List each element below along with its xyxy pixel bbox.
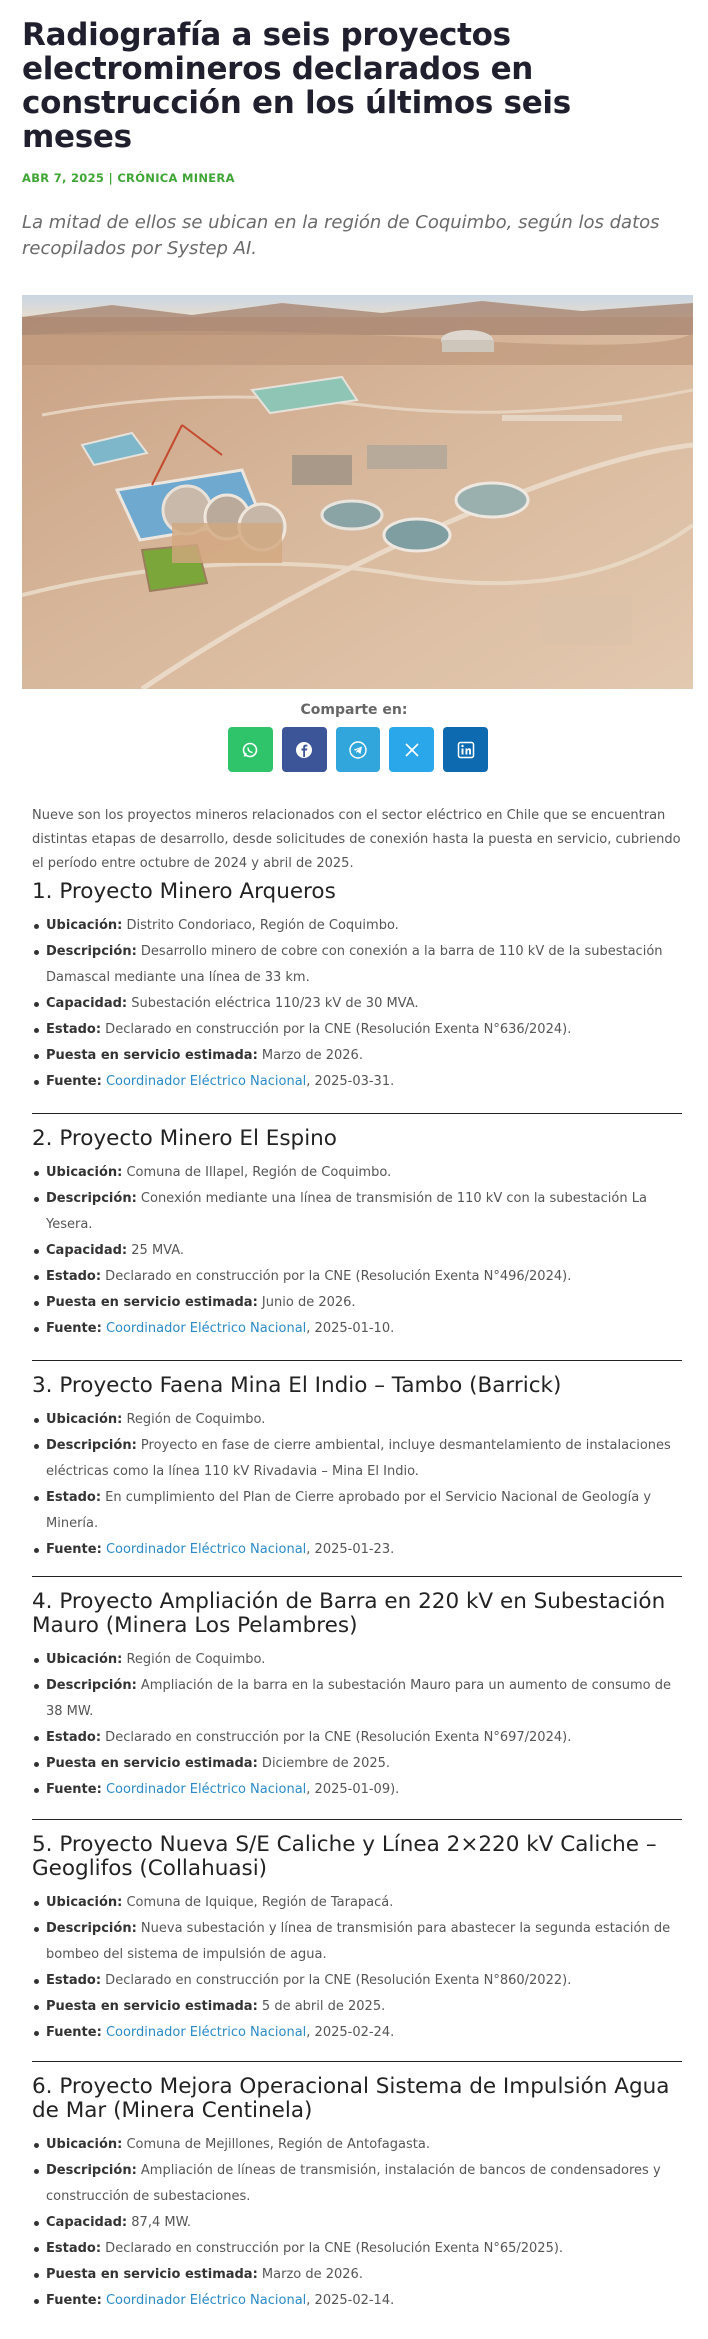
project-heading: 2. Proyecto Minero El Espino xyxy=(32,1126,337,1151)
detail-text: Marzo de 2026. xyxy=(257,1048,363,1063)
project-heading: 5. Proyecto Nueva S/E Caliche y Línea 2×220 kV Caliche – Geoglifos (Collahuasi) xyxy=(32,1832,657,1881)
project-detail-item xyxy=(32,1916,682,1968)
article-meta[interactable]: ABR 7, 2025 | CRÓNICA MINERA xyxy=(22,171,235,185)
detail-text: En cumplimiento del Plan de Cierre aprobado por el Servicio Nacional de Geología y Minería. xyxy=(46,1490,652,1531)
source-link[interactable]: Coordinador Eléctrico Nacional xyxy=(105,2293,307,2308)
project-details-list xyxy=(32,1890,682,2046)
project-section xyxy=(32,2075,682,2314)
project-detail-item xyxy=(32,2262,682,2288)
project-section xyxy=(32,1833,682,2046)
detail-label: Puesta en servicio estimada: xyxy=(46,1999,258,2014)
project-detail-item xyxy=(32,1994,682,2020)
project-heading: 4. Proyecto Ampliación de Barra en 220 kV en Subestación Mauro (Minera Los Pelambres) xyxy=(32,1589,666,1638)
detail-text: Marzo de 2026. xyxy=(257,2267,363,2282)
detail-label: Fuente: xyxy=(46,2293,102,2308)
project-heading: 1. Proyecto Minero Arqueros xyxy=(32,879,336,904)
share-telegram-button[interactable] xyxy=(336,727,381,772)
source-link[interactable]: Coordinador Eléctrico Nacional xyxy=(105,1542,307,1557)
project-detail-item xyxy=(32,939,682,991)
detail-text: , 2025-01-23. xyxy=(306,1542,395,1557)
project-details-list xyxy=(32,1160,682,1342)
project-section xyxy=(32,1590,682,1803)
project-details-list xyxy=(32,2132,682,2314)
project-details-list xyxy=(32,1407,682,1563)
detail-text: Declarado en construcción por la CNE (Resolución Exenta N°697/2024). xyxy=(101,1730,572,1745)
project-detail-item xyxy=(32,2288,682,2314)
project-detail-item xyxy=(32,1316,682,1342)
detail-label: Puesta en servicio estimada: xyxy=(46,1756,258,1771)
detail-label: Capacidad: xyxy=(46,2215,128,2230)
x-icon xyxy=(403,741,421,759)
source-link[interactable]: Coordinador Eléctrico Nacional xyxy=(105,1074,307,1089)
telegram-icon xyxy=(349,741,367,759)
share-label: Comparte en: xyxy=(300,702,408,718)
detail-text: Comuna de Mejillones, Región de Antofagasta. xyxy=(122,2137,430,2152)
whatsapp-icon xyxy=(241,741,259,759)
detail-label: Descripción: xyxy=(46,1438,137,1453)
share-linkedin-button[interactable] xyxy=(443,727,488,772)
detail-text: , 2025-02-14. xyxy=(306,2293,395,2308)
project-heading: 3. Proyecto Faena Mina El Indio – Tambo (Barrick) xyxy=(32,1373,562,1398)
detail-text: 5 de abril de 2025. xyxy=(257,1999,386,2014)
detail-text: Región de Coquimbo. xyxy=(122,1652,266,1667)
detail-label: Fuente: xyxy=(46,1321,102,1336)
detail-label: Puesta en servicio estimada: xyxy=(46,1295,258,1310)
project-detail-item xyxy=(32,1017,682,1043)
detail-label: Fuente: xyxy=(46,1074,102,1089)
project-detail-item xyxy=(32,1485,682,1537)
detail-text: Declarado en construcción por la CNE (Resolución Exenta N°65/2025). xyxy=(101,2241,564,2256)
detail-text: Conexión mediante una línea de transmisión de 110 kV con la subestación La Yesera. xyxy=(46,1191,647,1232)
detail-label: Descripción: xyxy=(46,1191,137,1206)
project-section xyxy=(32,1374,682,1563)
project-detail-item xyxy=(32,2210,682,2236)
share-whatsapp-button[interactable] xyxy=(228,727,273,772)
detail-text: , 2025-02-24. xyxy=(306,2025,395,2040)
detail-text: Distrito Condoriaco, Región de Coquimbo. xyxy=(122,918,399,933)
detail-label: Descripción: xyxy=(46,1921,137,1936)
detail-text: Nueva subestación y línea de transmisión para abastecer la segunda estación de bombeo del sistema de impulsión de agua. xyxy=(46,1921,671,1962)
project-details-list xyxy=(32,1647,682,1803)
detail-label: Descripción: xyxy=(46,944,137,959)
project-detail-item xyxy=(32,2158,682,2210)
project-section xyxy=(32,1127,682,1342)
detail-label: Estado: xyxy=(46,1973,102,1988)
section-divider xyxy=(32,1576,682,1577)
project-detail-item xyxy=(32,1069,682,1095)
section-divider xyxy=(32,1819,682,1820)
project-detail-item xyxy=(32,1186,682,1238)
detail-label: Ubicación: xyxy=(46,1895,123,1910)
detail-label: Descripción: xyxy=(46,1678,137,1693)
detail-label: Estado: xyxy=(46,1022,102,1037)
project-detail-item xyxy=(32,1433,682,1485)
project-details-list xyxy=(32,913,682,1095)
project-detail-item xyxy=(32,2020,682,2046)
detail-label: Estado: xyxy=(46,1730,102,1745)
detail-text: Declarado en construcción por la CNE (Resolución Exenta N°496/2024). xyxy=(101,1269,572,1284)
share-x-button[interactable] xyxy=(389,727,434,772)
linkedin-icon xyxy=(457,741,475,759)
project-detail-item xyxy=(32,913,682,939)
detail-label: Descripción: xyxy=(46,2163,137,2178)
detail-text: Comuna de Illapel, Región de Coquimbo. xyxy=(122,1165,392,1180)
section-divider xyxy=(32,1113,682,1114)
detail-text: Desarrollo minero de cobre con conexión a la barra de 110 kV de la subestación Damascal mediante una línea de 33 km. xyxy=(46,944,663,985)
project-detail-item xyxy=(32,1290,682,1316)
detail-label: Puesta en servicio estimada: xyxy=(46,1048,258,1063)
detail-text: , 2025-01-09). xyxy=(306,1782,400,1797)
project-detail-item xyxy=(32,1537,682,1563)
detail-label: Estado: xyxy=(46,2241,102,2256)
project-detail-item xyxy=(32,1777,682,1803)
detail-label: Ubicación: xyxy=(46,1652,123,1667)
detail-label: Ubicación: xyxy=(46,2137,123,2152)
detail-text: Ampliación de la barra en la subestación Mauro para un aumento de consumo de 38 MW. xyxy=(46,1678,671,1719)
detail-text: Declarado en construcción por la CNE (Resolución Exenta N°860/2022). xyxy=(101,1973,572,1988)
detail-label: Ubicación: xyxy=(46,1412,123,1427)
article-intro: Nueve son los proyectos mineros relacionados con el sector eléctrico en Chile que se encuentran distintas etapas de desarrollo, desde solicitudes de conexión hasta la puesta en servicio, cubriendo el período entre octubre de 2024 y abril de 2025. xyxy=(32,808,681,871)
hero-image xyxy=(22,295,693,689)
detail-text: , 2025-03-31. xyxy=(306,1074,395,1089)
project-section xyxy=(32,880,682,1095)
project-detail-item xyxy=(32,1968,682,1994)
project-detail-item xyxy=(32,1238,682,1264)
detail-text: Proyecto en fase de cierre ambiental, incluye desmantelamiento de instalaciones eléctricas como la línea 110 kV Rivadavia – Mina El Indio. xyxy=(46,1438,671,1479)
project-detail-item xyxy=(32,1160,682,1186)
source-link[interactable]: Coordinador Eléctrico Nacional xyxy=(105,1782,307,1797)
detail-text: Ampliación de líneas de transmisión, instalación de bancos de condensadores y construcción de subestaciones. xyxy=(46,2163,661,2204)
detail-label: Capacidad: xyxy=(46,1243,128,1258)
detail-label: Capacidad: xyxy=(46,996,128,1011)
project-detail-item xyxy=(32,1647,682,1673)
project-detail-item xyxy=(32,991,682,1017)
detail-label: Fuente: xyxy=(46,1542,102,1557)
section-divider xyxy=(32,2061,682,2062)
project-detail-item xyxy=(32,2132,682,2158)
project-detail-item xyxy=(32,1264,682,1290)
share-facebook-button[interactable] xyxy=(282,727,327,772)
detail-text: 87,4 MW. xyxy=(127,2215,192,2230)
project-heading: 6. Proyecto Mejora Operacional Sistema de Impulsión Agua de Mar (Minera Centinela) xyxy=(32,2074,670,2123)
detail-label: Ubicación: xyxy=(46,918,123,933)
source-link[interactable]: Coordinador Eléctrico Nacional xyxy=(105,2025,307,2040)
share-buttons xyxy=(228,727,488,773)
project-detail-item xyxy=(32,1890,682,1916)
detail-label: Ubicación: xyxy=(46,1165,123,1180)
detail-text: Subestación eléctrica 110/23 kV de 30 MVA. xyxy=(127,996,419,1011)
source-link[interactable]: Coordinador Eléctrico Nacional xyxy=(105,1321,307,1336)
section-divider xyxy=(32,1360,682,1361)
project-detail-item xyxy=(32,2236,682,2262)
detail-label: Puesta en servicio estimada: xyxy=(46,2267,258,2282)
article-subtitle: La mitad de ellos se ubican en la región de Coquimbo, según los datos recopilados por Systep AI. xyxy=(22,212,660,259)
project-detail-item xyxy=(32,1043,682,1069)
facebook-icon xyxy=(295,741,313,759)
detail-text: Región de Coquimbo. xyxy=(122,1412,266,1427)
article-title: Radiografía a seis proyectos electromineros declarados en construcción en los últimos seis meses xyxy=(22,17,571,155)
detail-text: , 2025-01-10. xyxy=(306,1321,395,1336)
project-detail-item xyxy=(32,1725,682,1751)
detail-label: Estado: xyxy=(46,1269,102,1284)
detail-text: Declarado en construcción por la CNE (Resolución Exenta N°636/2024). xyxy=(101,1022,572,1037)
detail-text: 25 MVA. xyxy=(127,1243,185,1258)
detail-label: Estado: xyxy=(46,1490,102,1505)
detail-text: Junio de 2026. xyxy=(257,1295,356,1310)
project-detail-item xyxy=(32,1673,682,1725)
detail-label: Fuente: xyxy=(46,2025,102,2040)
detail-label: Fuente: xyxy=(46,1782,102,1797)
detail-text: Diciembre de 2025. xyxy=(257,1756,391,1771)
project-detail-item xyxy=(32,1751,682,1777)
project-detail-item xyxy=(32,1407,682,1433)
detail-text: Comuna de Iquique, Región de Tarapacá. xyxy=(122,1895,394,1910)
